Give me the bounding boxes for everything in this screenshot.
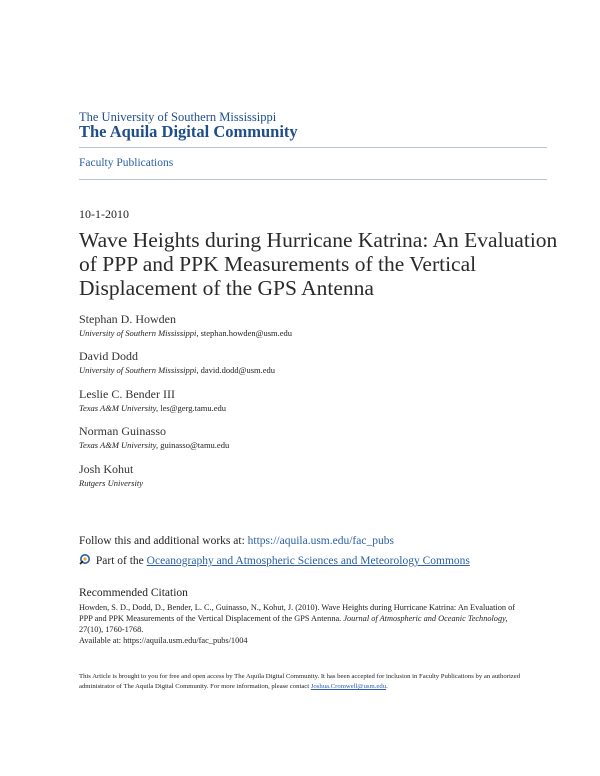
author-block <box>79 424 549 452</box>
university-name[interactable]: The University of Southern Mississippi <box>79 110 277 124</box>
author-affiliation: Rutgers University <box>79 478 143 488</box>
author-email[interactable]: guinasso@tamu.edu <box>160 440 230 450</box>
author-email[interactable]: les@gerg.tamu.edu <box>160 403 226 413</box>
citation-text: Howden, S. D., Dodd, D., Bender, L. C., Guinasso, N., Kohut, J. (2010). Wave Heights during Hurricane Katrina: An Evaluation of PPP and PPK Measurements of the Vertical Displacement of the GPS Antenna. Journal of Atmospheric and Oceanic Technology, 27(10), 1760-1768. Available at: https://aquila.usm.edu/fac_pubs/1004 <box>79 603 515 645</box>
author-name: Norman Guinasso <box>79 424 166 438</box>
part-of-line: Part of the Oceanography and Atmospheric Sciences and Meteorology Commons <box>79 553 470 567</box>
author-affiliation: University of Southern Mississippi, stephan.howden@usm.edu <box>79 328 293 338</box>
author-affiliation: Texas A&M University, les@gerg.tamu.edu <box>79 403 226 413</box>
repository-url-link[interactable]: https://aquila.usm.edu/fac_pubs <box>247 535 394 547</box>
follow-line: Follow this and additional works at: https://aquila.usm.edu/fac_pubs <box>79 535 394 547</box>
author-email[interactable]: stephan.howden@usm.edu <box>200 328 293 338</box>
author-name: Josh Kohut <box>79 462 134 476</box>
network-icon <box>79 553 91 566</box>
divider <box>79 179 547 180</box>
contact-email-link[interactable]: Joshua.Cromwell@usm.edu <box>310 683 387 690</box>
author-block <box>79 387 549 415</box>
repository-name[interactable]: The Aquila Digital Community <box>79 122 298 141</box>
author-block <box>79 349 549 377</box>
author-name: Leslie C. Bender III <box>79 387 175 401</box>
commons-link[interactable]: Oceanography and Atmospheric Sciences and Meteorology Commons <box>146 555 470 567</box>
citation-url[interactable]: Available at: https://aquila.usm.edu/fac_pubs/1004 <box>79 636 248 645</box>
author-affiliation: Texas A&M University, guinasso@tamu.edu <box>79 440 230 450</box>
author-name: David Dodd <box>79 349 138 363</box>
article-title: Wave Heights during Hurricane Katrina: An Evaluation of PPP and PPK Measurements of the Vertical Displacement of the GPS Antenna <box>79 228 558 300</box>
author-block <box>79 462 549 490</box>
divider <box>79 147 547 148</box>
author-name: Stephan D. Howden <box>79 312 176 326</box>
series-link[interactable]: Faculty Publications <box>79 157 174 169</box>
access-footnote: This Article is brought to you for free and open access by The Aquila Digital Community. It has been accepted for inclusion in Faculty Publications by an authorized administrator of The Aquila Digital Community. For more information, please contact Joshua.Cromwell@usm.edu. <box>79 673 521 690</box>
citation-heading: Recommended Citation <box>79 587 188 599</box>
author-affiliation: University of Southern Mississippi, david.dodd@usm.edu <box>79 365 276 375</box>
publication-date: 10-1-2010 <box>79 207 129 221</box>
author-block <box>79 312 549 340</box>
author-email[interactable]: david.dodd@usm.edu <box>200 365 276 375</box>
